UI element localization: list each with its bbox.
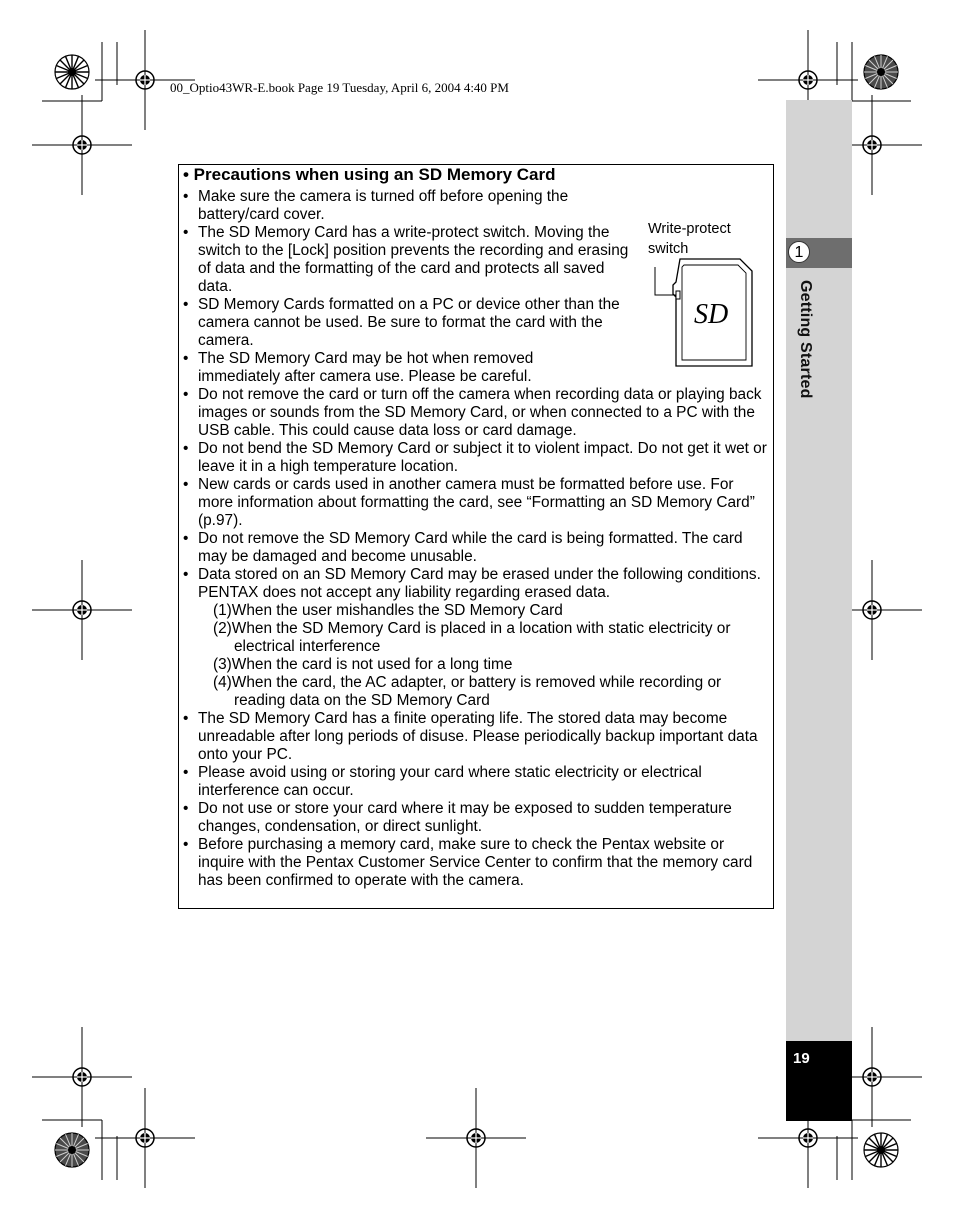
list-item: • Do not bend the SD Memory Card or subject it to violent impact. Do not get it wet or leave it in a high temperature location. [183,440,767,475]
file-info-header: 00_Optio43WR-E.book Page 19 Tuesday, April 6, 2004 4:40 PM [170,80,509,95]
condition-item: (4)When the card, the AC adapter, or battery is removed while recording or reading data on the SD Memory Card [213,674,722,709]
list-item: • The SD Memory Card has a finite operating life. The stored data may become unreadable after long periods of disuse. Please periodically backup important data onto your PC. [183,710,758,763]
section-title: • Precautions when using an SD Memory Card [183,165,556,184]
precautions-list [183,188,771,890]
chapter-number: 1 [788,241,810,263]
list-item: • SD Memory Cards formatted on a PC or device other than the camera cannot be used. Be sure to format the card with the camera. [183,296,620,349]
condition-item: (1)When the user mishandles the SD Memory Card [213,602,563,619]
list-item: • The SD Memory Card may be hot when removed immediately after camera use. Please be careful. [183,350,534,385]
list-item: • Please avoid using or storing your card where static electricity or electrical interference can occur. [183,764,702,799]
list-item: • Data stored on an SD Memory Card may be erased under the following conditions. PENTAX does not accept any liability regarding erased data. (1)When the user mishandles the SD Memory Card (2)When the SD Memory Card is placed in a location with static electricity or electrical interference (3)When the card is not used for a long time (4)When the card, the AC adapter, or battery is removed while recording or reading data on the SD Memory Card [183,566,771,710]
list-item: • Do not use or store your card where it may be exposed to sudden temperature changes, condensation, or direct sunlight. [183,800,732,835]
list-item: • Make sure the camera is turned off before opening the battery/card cover. [183,188,569,223]
list-item: • The SD Memory Card has a write-protect switch. Moving the switch to the [Lock] position prevents the recording and erasing of data and the formatting of the card and protects all saved data. [183,224,629,295]
condition-item: (3)When the card is not used for a long time [213,656,513,673]
write-protect-label: Write-protect switch [648,221,731,257]
chapter-title: Getting Started [797,280,814,399]
condition-item: (2)When the SD Memory Card is placed in a location with static electricity or electrical interference [213,620,731,655]
list-item: • Before purchasing a memory card, make sure to check the Pentax website or inquire with the Pentax Customer Service Center to confirm that the memory card has been confirmed to operate with the camera. [183,836,753,889]
page-number: 19 [793,1050,810,1067]
list-item: • Do not remove the card or turn off the camera when recording data or playing back images or sounds from the SD Memory Card, or when connected to a PC with the USB cable. This could cause data loss or card damage. [183,386,762,439]
list-item: • Do not remove the SD Memory Card while the card is being formatted. The card may be damaged and become unusable. [183,530,743,565]
list-item: • New cards or cards used in another camera must be formatted before use. For more information about formatting the card, see “Formatting an SD Memory Card” (p.97). [183,476,755,529]
sd-logo: SD [694,299,729,330]
